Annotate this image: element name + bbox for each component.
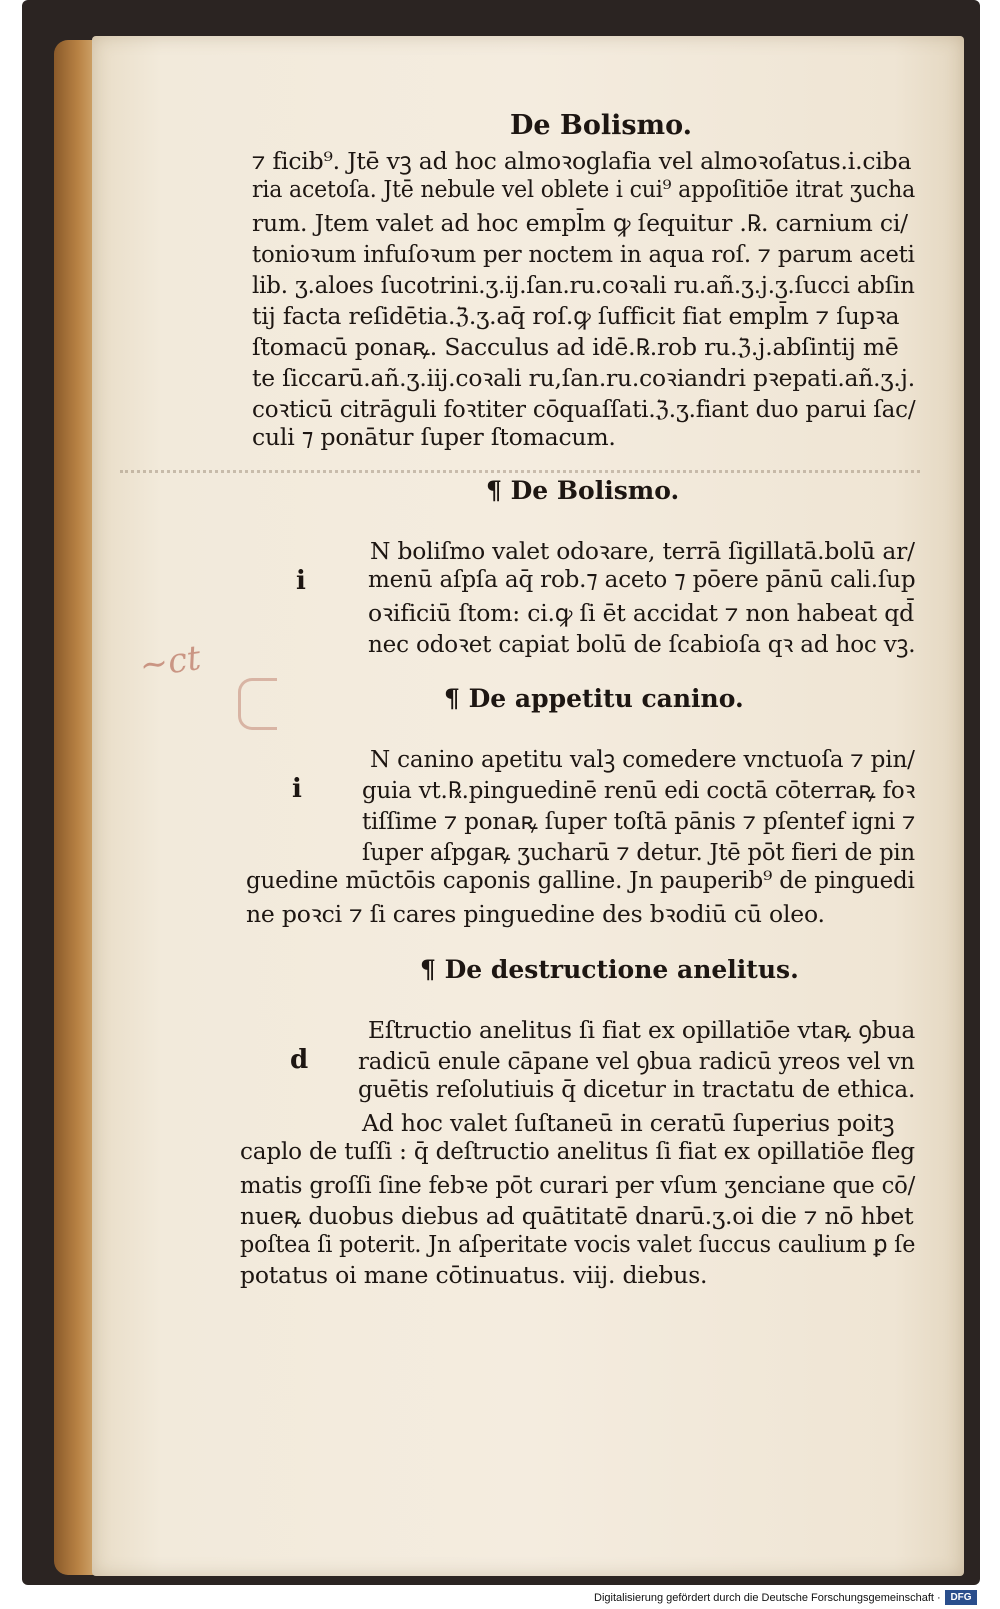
- text-line: te ſiccarū.añ.ʒ.iij.coꝛali ru,ſan.ru.coꝛiandri pꝛepati.añ.ʒ.j.: [252, 364, 915, 392]
- running-head: De Bolismo.: [510, 110, 693, 141]
- text-line: N canino apetitu valꝫ comedere vnctuoſa ⁊ pin/: [370, 745, 915, 773]
- text-line: ſuper aſpgaꝶ ʒucharū ⁊ detur. Jtē pōt fieri de pin: [362, 838, 915, 866]
- text-line: coꝛticū citrāguli foꝛtiter cōquaſſati.ℨ.ʒ.fiant duo parui ſac/: [252, 395, 916, 423]
- text-line: Ad hoc valet ſuſtaneū in ceratū ſuperius poitꝫ: [362, 1109, 895, 1137]
- text-line: ſtomacū ponaꝶ. Sacculus ad idē.℞.rob ru.ℨ.j.abſintij mē: [252, 333, 899, 361]
- section-heading-appetitu-canino: ¶ De appetitu canino.: [444, 684, 744, 713]
- guide-letter: i: [292, 774, 302, 804]
- text-line: guia vt.℞.pinguedinē renū edi coctā cōterraꝶ foꝛ: [362, 776, 916, 804]
- text-line: ne poꝛci ⁊ ſi cares pinguedine des bꝛodiū cū oleo.: [246, 900, 825, 928]
- paragraph-mark-icon: ¶: [444, 684, 460, 713]
- text-line: caplo de tuſſi : q̄ deſtructio anelitus ſi fiat ex opillatiōe fleg: [240, 1137, 915, 1165]
- text-line: poſtea ſi poterit. Jn aſperitate vocis valet ſuccus caulium ꝑ ſe: [240, 1230, 916, 1258]
- section-heading-destructione-anelitus: ¶ De destructione anelitus.: [420, 955, 799, 984]
- marginal-bracket: [238, 678, 277, 730]
- text-line: nec odoꝛet capiat bolū de ſcabioſa qꝛ ad hoc vꝫ.: [368, 630, 916, 658]
- text-line: guedine mūctōis caponis galline. Jn pauperib⁹ de pinguedi: [246, 866, 915, 894]
- paragraph-mark-icon: ¶: [486, 476, 502, 505]
- text-line: tiſſime ⁊ ponaꝶ ſuper toſtā pānis ⁊ pſentef igni ⁊: [362, 807, 916, 835]
- guide-letter: d: [290, 1045, 309, 1075]
- text-line: potatus oi mane cōtinuatus. viij. diebus.: [240, 1261, 708, 1289]
- text-line: N boliſmo valet odoꝛare, terrā ſigillatā.bolū ar/: [370, 537, 915, 565]
- text-line: radicū enule cāpane vel ꝯbua radicū yreos vel vn: [358, 1047, 915, 1075]
- text-line: tij facta reſidētia.ℨ.ʒ.aq̄ roſ.ꝙ ſufficit fiat empl̄m ⁊ ſupꝛa: [252, 302, 900, 330]
- dfg-logo: DFG: [945, 1590, 977, 1605]
- text-line: menū aſpſa aq̄ rob.⁊ aceto ⁊ pōere pānū cali.ſup: [368, 565, 916, 593]
- divider: [120, 470, 920, 473]
- text-line: tonioꝛum infuſoꝛum per noctem in aqua roſ. ⁊ parum aceti: [252, 240, 915, 268]
- text-line: culi ⁊ ponātur ſuper ſtomacum.: [252, 423, 616, 451]
- guide-letter: i: [296, 566, 306, 596]
- text-line: rum. Jtem valet ad hoc empl̄m ꝙ ſequitur .℞. carnium ci/: [252, 209, 908, 237]
- text-line: nueꝶ duobus diebus ad quātitatē dnarū.ʒ.oi die ⁊ nō hbet: [240, 1202, 914, 1230]
- paragraph-mark-icon: ¶: [420, 955, 436, 984]
- text-line: ria acetoſa. Jtē nebule vel oblete i cui⁹ appoſitiōe itrat ʒucha: [252, 175, 916, 203]
- text-line: lib. ʒ.aloes ſucotrini.ʒ.ij.ſan.ru.coꝛali ru.añ.ʒ.j.ʒ.ſucci abſin: [252, 271, 915, 299]
- section-heading-bolismo: ¶ De Bolismo.: [486, 476, 680, 505]
- text-line: guētis reſolutiuis q̄ dicetur in tractatu de ethica.: [358, 1075, 916, 1103]
- text-line: Eſtructio anelitus ſi fiat ex opillatiōe vtaꝶ ꝯbua: [368, 1016, 916, 1044]
- digitization-credit: Digitalisierung gefördert durch die Deutsche Forschungsgemeinschaft ·: [594, 1592, 941, 1604]
- text-line: oꝛificiū ſtom: ci.ꝙ ſi ēt accidat ⁊ non habeat qd̄: [368, 599, 914, 627]
- text-line: matis groſſi ſine febꝛe pōt curari per vſum ʒenciane que cō/: [240, 1171, 916, 1199]
- text-line: ⁊ ficib⁹. Jtē vꝫ ad hoc almoꝛoglafia vel almoꝛoſatus.i.ciba: [252, 147, 912, 175]
- marginal-annotation-stamp: ~ct: [137, 637, 204, 687]
